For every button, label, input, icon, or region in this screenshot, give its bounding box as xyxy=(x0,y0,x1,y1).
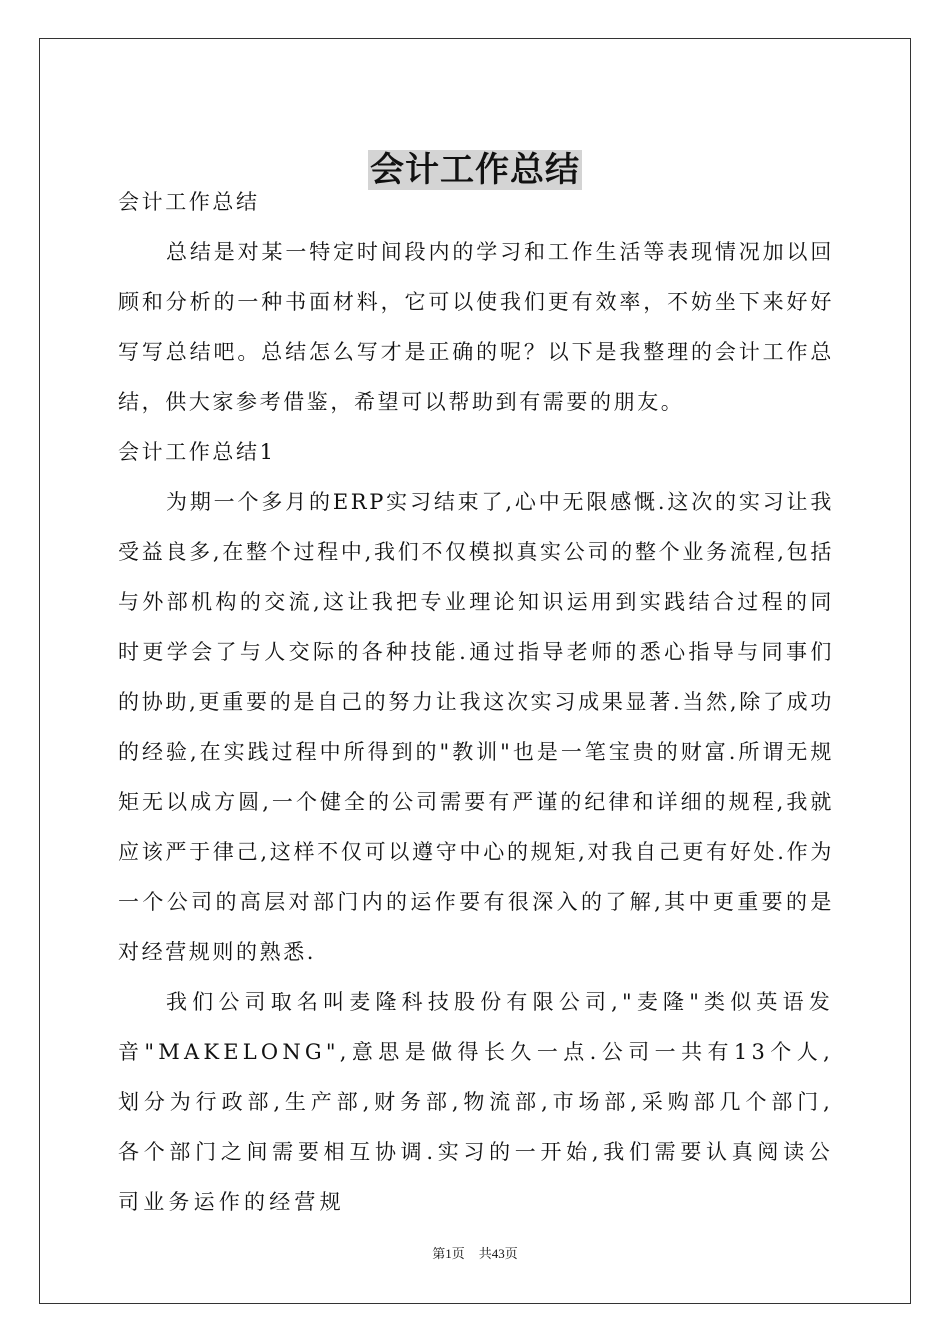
page-footer xyxy=(0,1244,950,1265)
page-total: 共43页 xyxy=(478,1246,518,1261)
document-body xyxy=(118,177,834,1227)
page-number: 第1页 xyxy=(432,1246,465,1261)
subtitle-line: 会计工作总结 xyxy=(118,190,260,214)
document-title-text: 会计工作总结 xyxy=(370,149,580,190)
intro-paragraph: 总结是对某一特定时间段内的学习和工作生活等表现情况加以回顾和分析的一种书面材料，它可以使我们更有效率，不妨坐下来好好写写总结吧。总结怎么写才是正确的呢？以下是我整理的会计工作总结，供大家参考借鉴，希望可以帮助到有需要的朋友。 xyxy=(118,240,834,414)
body-paragraph-2: 我们公司取名叫麦隆科技股份有限公司,"麦隆"类似英语发音"MAKELONG",意思是做得长久一点.公司一共有13个人,划分为行政部,生产部,财务部,物流部,市场部,采购部几个部门,各个部门之间需要相互协调.实习的一开始,我们需要认真阅读公司业务运作的经营规 xyxy=(118,990,834,1214)
body-paragraph-1: 为期一个多月的ERP实习结束了,心中无限感慨.这次的实习让我受益良多,在整个过程中,我们不仅模拟真实公司的整个业务流程,包括与外部机构的交流,这让我把专业理论知识运用到实践结合过程的同时更学会了与人交际的各种技能.通过指导老师的悉心指导与同事们的协助,更重要的是自己的努力让我这次实习成果显著.当然,除了成功的经验,在实践过程中所得到的"教训"也是一笔宝贵的财富.所谓无规矩无以成方圆,一个健全的公司需要有严谨的纪律和详细的规程,我就应该严于律己,这样不仅可以遵守中心的规矩,对我自己更有好处.作为一个公司的高层对部门内的运作要有很深入的了解,其中更重要的是对经营规则的熟悉. xyxy=(118,490,834,964)
section-heading: 会计工作总结1 xyxy=(118,440,276,464)
